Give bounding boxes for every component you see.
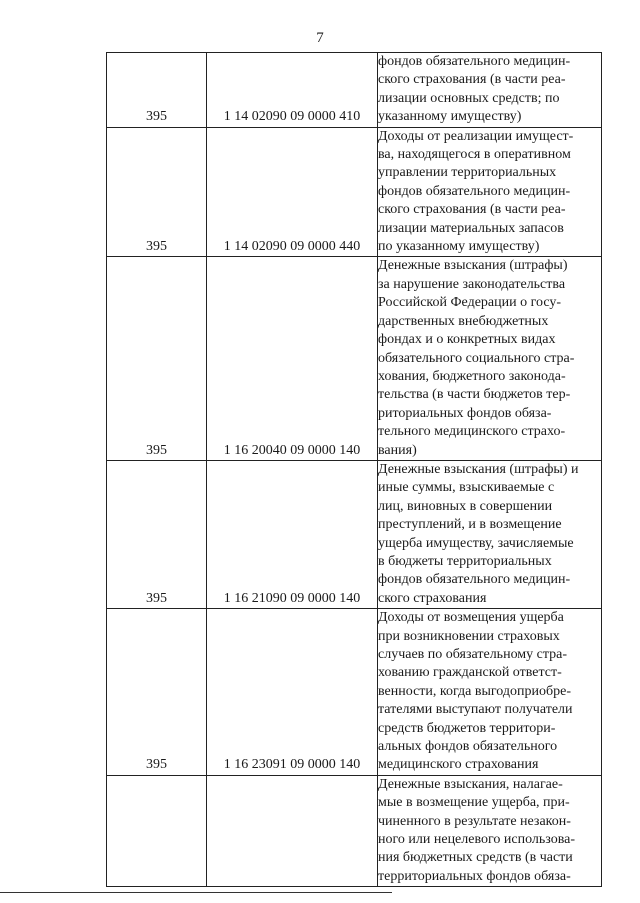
revenue-name-line: средств бюджетов территори- xyxy=(378,720,556,736)
revenue-codes-table xyxy=(106,52,602,887)
revenue-name-line: Денежные взыскания, налагае- xyxy=(378,776,563,792)
revenue-name-line: лизации основных средств; по xyxy=(378,90,560,106)
revenue-name-cell xyxy=(378,53,602,128)
administrator-code-cell: 395 xyxy=(107,53,207,128)
budget-classification-code-cell: 1 16 23091 09 0000 140 xyxy=(207,609,378,776)
revenue-name-line: тателями выступают получатели xyxy=(378,702,573,718)
revenue-name-line: Российской Федерации о госу- xyxy=(378,295,562,311)
revenue-name-line: хованию гражданской ответст- xyxy=(378,665,562,681)
revenue-name-line: альных фондов обязательного xyxy=(378,739,558,755)
revenue-name-line: ния бюджетных средств (в части xyxy=(378,850,573,866)
revenue-name-line: преступлений, и в возмещение xyxy=(378,517,562,533)
revenue-name-line: при возникновении страховых xyxy=(378,628,560,644)
revenue-name-line: ва, находящегося в оперативном xyxy=(378,147,571,163)
budget-classification-code-cell: 1 14 02090 09 0000 440 xyxy=(207,127,378,257)
revenue-name-cell xyxy=(378,127,602,257)
revenue-name-line: чиненного в результате незакон- xyxy=(378,813,571,829)
administrator-code-cell: 395 xyxy=(107,609,207,776)
budget-classification-code-cell: 1 16 20040 09 0000 140 xyxy=(207,257,378,460)
revenue-name-line: лиц, виновных в совершении xyxy=(378,498,553,514)
revenue-name-line: хования, бюджетного законода- xyxy=(378,368,566,384)
table-row xyxy=(107,257,602,460)
revenue-name-line: случаев по обязательному стра- xyxy=(378,647,568,662)
revenue-name-line: ного или нецелевого использова- xyxy=(378,832,576,848)
revenue-name-cell xyxy=(378,257,602,460)
table-row xyxy=(107,53,602,128)
revenue-name-line: фондов обязательного медицин- xyxy=(378,183,571,199)
revenue-name-line: тельства (в части бюджетов тер- xyxy=(378,387,571,403)
revenue-name-line: по указанному имуществу) xyxy=(378,239,540,255)
revenue-name-line: Денежные взыскания (штрафы) и xyxy=(378,461,579,477)
revenue-name-cell xyxy=(378,609,602,776)
revenue-name-line: тельного медицинского страхо- xyxy=(378,424,566,440)
administrator-code-cell: 395 xyxy=(107,257,207,460)
administrator-code-cell xyxy=(107,775,207,886)
budget-classification-code-cell: 1 16 21090 09 0000 140 xyxy=(207,460,378,608)
table-row xyxy=(107,460,602,608)
table-row xyxy=(107,609,602,776)
revenue-name-line: вания) xyxy=(378,442,417,458)
budget-classification-code-cell: 1 14 02090 09 0000 410 xyxy=(207,53,378,128)
revenue-name-line: фондах и о конкретных видах xyxy=(378,332,556,348)
revenue-name-line: фондов обязательного медицин- xyxy=(378,572,571,588)
revenue-name-line: венности, когда выгодоприобре- xyxy=(378,683,571,699)
table-row xyxy=(107,127,602,257)
revenue-name-line: Доходы от возмещения ущерба xyxy=(378,610,564,626)
revenue-name-line: ского страхования xyxy=(378,590,487,606)
administrator-code-cell: 395 xyxy=(107,127,207,257)
revenue-name-line: Денежные взыскания (штрафы) xyxy=(378,258,568,274)
revenue-name-line: указанному имуществу) xyxy=(378,109,522,125)
table-row xyxy=(107,775,602,886)
revenue-name-line: управлении территориальных xyxy=(378,165,557,181)
revenue-name-line: лизации материальных запасов xyxy=(378,220,564,236)
revenue-name-line: за нарушение законодательства xyxy=(378,276,566,292)
revenue-name-line: медицинского страхования xyxy=(378,757,539,773)
revenue-name-line: иные суммы, взыскиваемые с xyxy=(378,480,555,496)
revenue-name-line: ущерба имуществу, зачисляемые xyxy=(378,535,574,551)
revenue-name-cell xyxy=(378,460,602,608)
revenue-name-line: дарственных внебюджетных xyxy=(378,313,549,329)
revenue-name-line: риториальных фондов обяза- xyxy=(378,405,552,421)
revenue-name-line: в бюджеты территориальных xyxy=(378,553,552,569)
revenue-name-line: ского страхования (в части реа- xyxy=(378,202,566,218)
revenue-name-line: фондов обязательного медицин- xyxy=(378,54,571,69)
revenue-name-line: ского страхования (в части реа- xyxy=(378,72,566,88)
page-number: 7 xyxy=(316,30,324,46)
revenue-name-line: территориальных фондов обяза- xyxy=(378,868,571,884)
revenue-name-cell xyxy=(378,775,602,886)
revenue-name-line: мые в возмещение ущерба, при- xyxy=(378,795,570,811)
budget-classification-code-cell xyxy=(207,775,378,886)
footer-divider xyxy=(0,892,392,893)
revenue-name-line: обязательного социального стра- xyxy=(378,350,575,366)
administrator-code-cell: 395 xyxy=(107,460,207,608)
revenue-name-line: Доходы от реализации имущест- xyxy=(378,128,574,144)
